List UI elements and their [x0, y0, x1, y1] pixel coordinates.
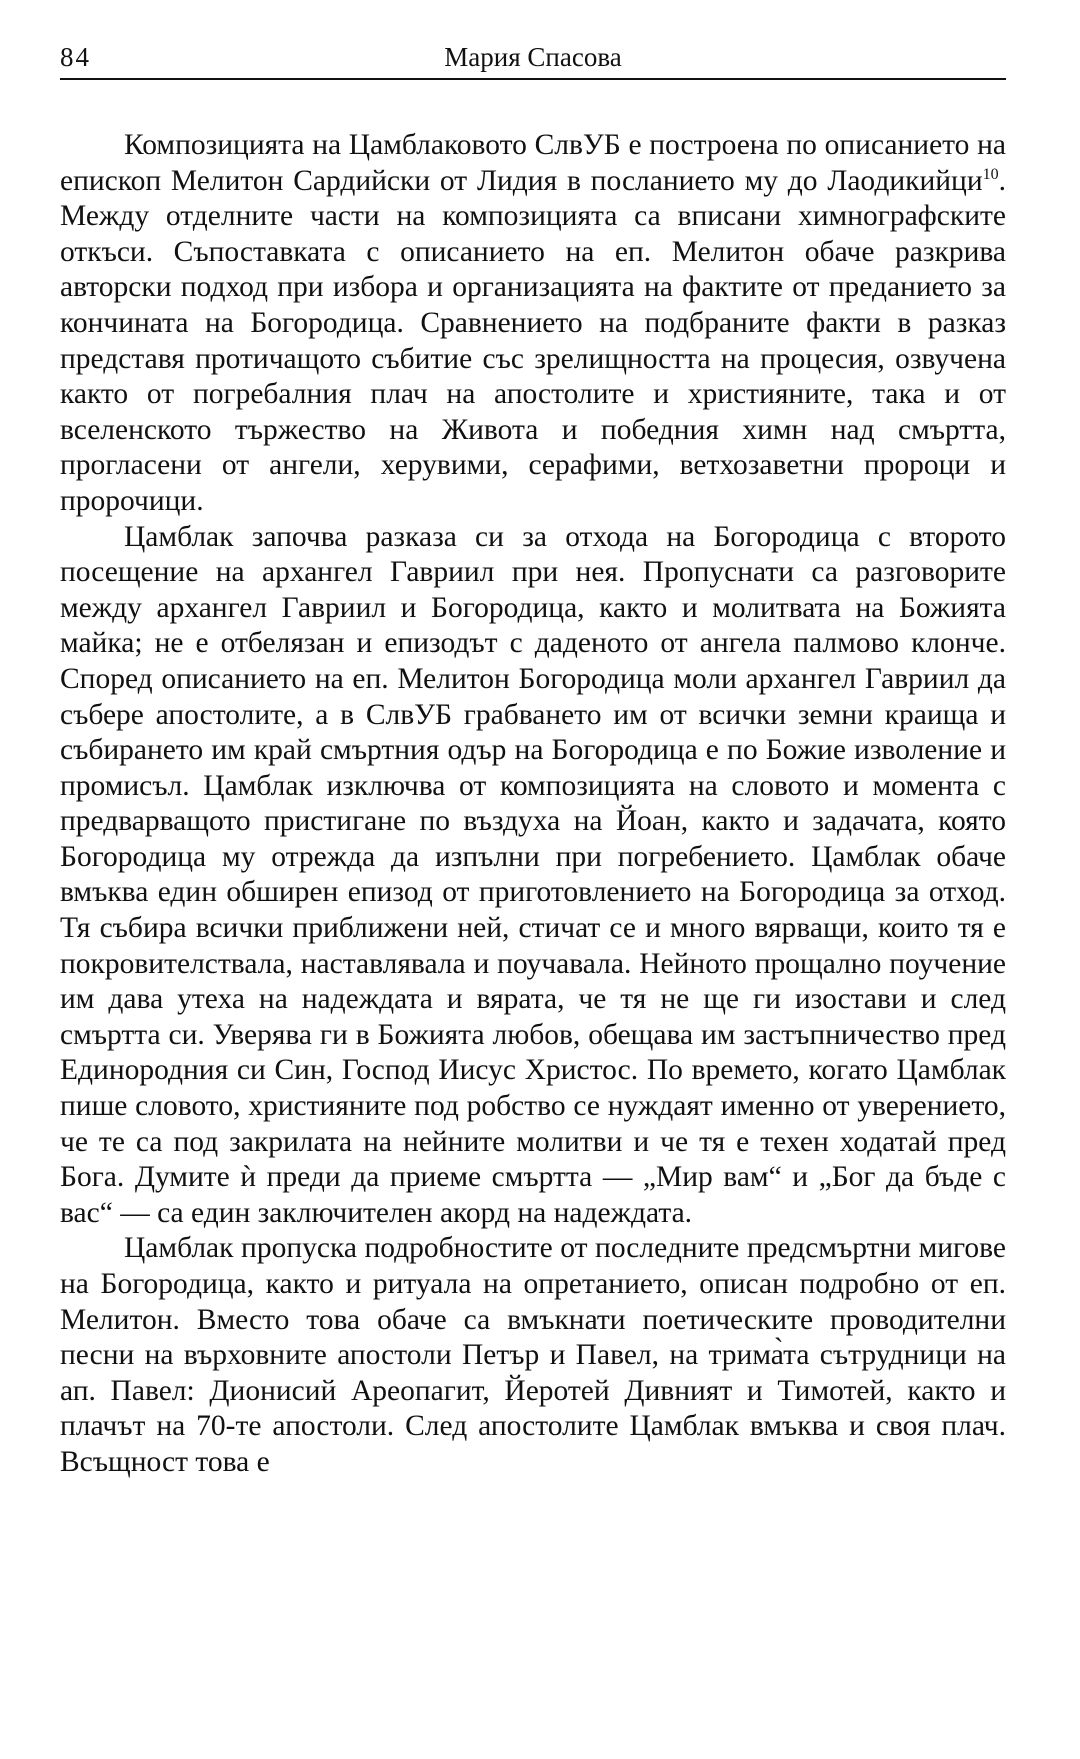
page-number: 84 — [60, 42, 91, 72]
paragraph-3: Цамблак пропуска подробностите от последните предсмъртни мигове на Богородица, както и ритуала на опретанието, описан подробно от еп. Мелитон. Вместо това обаче са вмъкнати поетическите проводителни песни на върховните апостоли Петър и Павел, на трима̀та сътрудници на ап. Павел: Дионисий Ареопагит, Йеротей Дивният и Тимотей, както и плачът на 70-те апостоли. След апостолите Цамблак вмъква и своя плач. Всъщност това е — [60, 1232, 1006, 1478]
footnote-reference: 10 — [982, 165, 999, 183]
book-page — [60, 40, 1006, 1481]
body-text — [60, 128, 1006, 1481]
running-title: Мария Спасова — [444, 42, 622, 72]
paragraph-1-text-end: . Между отделните части на композицията са вписани химнографските откъси. Съпоставката с описанието на еп. Мелитон обаче разкрива авторски подход при избора и организацията на фактите от преданието за кончината на Богородица. Сравнението на подбраните факти в разказ представя протичащото събитие със зрелищността на процесия, озвучена както от погребалния плач на апостолите и християните, така и от вселенското тържество на Живота и победния химн над смъртта, прогласени от ангели, херувими, серафими, ветхозаветни пророци и пророчици. — [60, 164, 1006, 517]
paragraph-1 — [60, 128, 1006, 520]
running-head — [60, 40, 1006, 80]
paragraph-1-text-start: Композицията на Цамблаковото СлвУБ е построена по описанието на епископ Мелитон Сардийски от Лидия в посланието му до Лаодикийци — [60, 129, 1006, 197]
paragraph-2: Цамблак започва разказа си за отхода на Богородица с второто посещение на архангел Гавриил при нея. Пропуснати са разговорите между архангел Гавриил и Богородица, както и молитвата на Божията майка; не е отбелязан и епизодът с даденото от ангела палмово клонче. Според описанието на еп. Мелитон Богородица моли архангел Гавриил да събере апостолите, а в СлвУБ грабването им от всички земни краища и събирането им край смъртния одър на Богородица е по Божие изволение и промисъл. Цамблак изключва от композицията на словото и момента с предварващото пристигане по въздуха на Йоан, както и задачата, която Богородица му отрежда да изпълни при погребението. Цамблак обаче вмъква един обширен епизод от приготовлението на Богородица за отход. Тя събира всички приближени ней, стичат се и много вярващи, които тя е покровителствала, наставлявала и поучавала. Нейното прощално поучение им дава утеха на надеждата и вярата, че тя не ще ги изостави и след смъртта си. Уверява ги в Божията любов, обещава им застъпничество пред Единородния си Син, Господ Иисус Христос. По времето, когато Цамблак пише словото, християните под робство се нуждаят именно от уверението, че те са под закрилата на нейните молитви и че тя е техен ходатай пред Бога. Думите ѝ преди да приеме смъртта — „Мир вам“ и „Бог да бъде с вас“ — са един заключителен акорд на надеждата. — [60, 520, 1006, 1229]
